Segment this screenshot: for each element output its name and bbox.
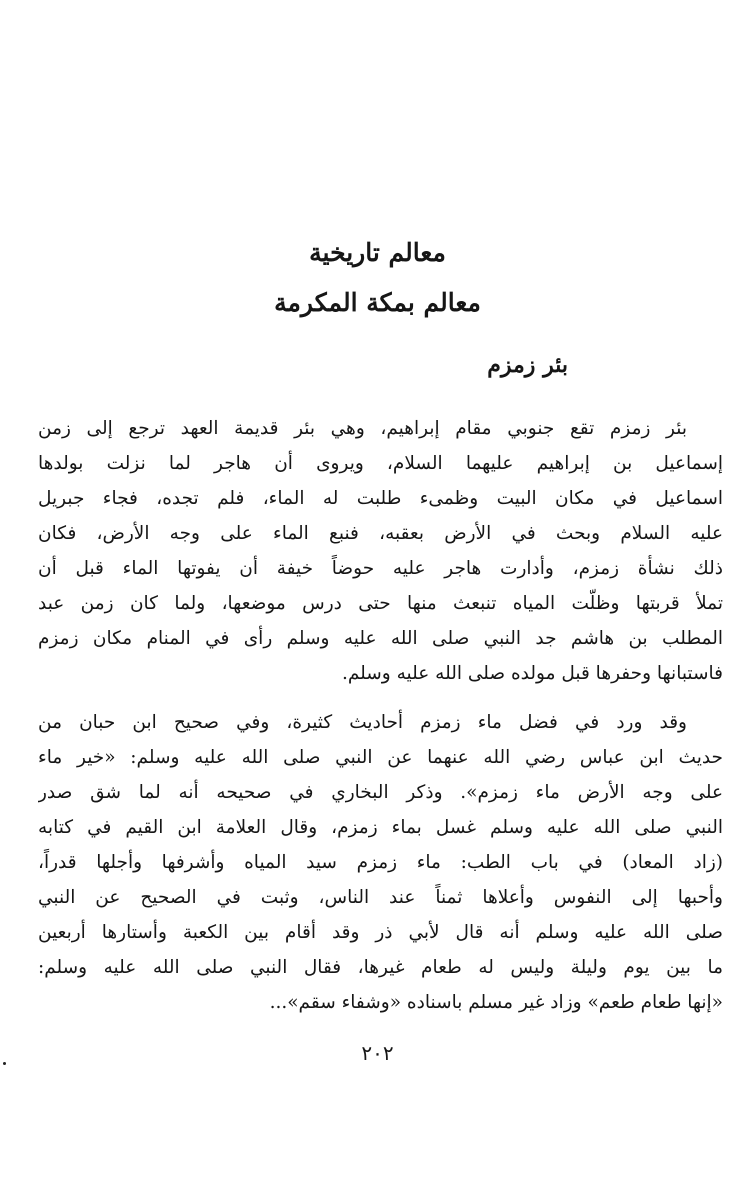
text-line: إسماعيل بن إبراهيم عليهما السلام، ويروى أن هاجر لما نزلت بولدها — [38, 453, 723, 474]
paragraph-2 — [38, 705, 723, 1020]
text-line: ذلك نشأة زمزم، وأدارت هاجر عليه حوضاً خيفة أن يفوتها الماء قبل أن — [38, 558, 723, 579]
text-line: وقد ورد في فضل ماء زمزم أحاديث كثيرة، وفي صحيح ابن حبان من — [38, 712, 687, 733]
text-line: ما بين يوم وليلة وليس له طعام غيرها، فقال النبي صلى الله عليه وسلم: — [38, 957, 723, 978]
text-line: على وجه الأرض ماء زمزم». وذكر البخاري في صحيحه أنه لما شق صدر — [38, 782, 723, 803]
text-line: صلى الله عليه وسلم أنه قال لأبي ذر وقد أقام بين الكعبة وأستارها أربعين — [38, 922, 723, 943]
text-line: فاستبانها وحفرها قبل مولده صلى الله عليه وسلم. — [341, 663, 723, 684]
text-line: تملأ قربتها وظلّت المياه تنبعث منها حتى درس موضعها، ولما كان زمن عبد — [38, 593, 723, 614]
page-number: ٢٠٢ — [361, 1041, 394, 1065]
text-line: بئر زمزم تقع جنوبي مقام إبراهيم، وهي بئر قديمة العهد ترجع إلى زمن — [38, 418, 687, 439]
margin-speck — [3, 1062, 6, 1065]
text-line: وأحبها إلى النفوس وأعلاها ثمناً عند الناس، وثبت في الصحيح عن النبي — [38, 887, 723, 908]
section-heading: بئر زمزم — [487, 352, 568, 378]
title-block — [0, 228, 755, 328]
text-line: عليه السلام وبحث في الأرض بعقبه، فنبع الماء على وجه الأرض، فكان — [38, 523, 723, 544]
text-line: النبي صلى الله عليه وسلم غسل بماء زمزم، وقال العلامة ابن القيم في كتابه — [38, 817, 723, 838]
text-line: (زاد المعاد) في باب الطب: ماء زمزم سيد المياه وأشرفها وأجلها قدراً، — [38, 852, 723, 873]
text-line: «إنها طعام طعم» وزاد غير مسلم باسناده «وشفاء سقم»... — [269, 992, 723, 1013]
page-subtitle: معالم بمكة المكرمة — [274, 288, 481, 317]
text-line: المطلب بن هاشم جد النبي صلى الله عليه وسلم رأى في المنام مكان زمزم — [38, 628, 723, 649]
text-line: اسماعيل في مكان البيت وظمىء طلبت له الماء، فلم تجده، فجاء جبريل — [38, 488, 723, 509]
page-title: معالم تاريخية — [309, 238, 446, 267]
text-line: حديث ابن عباس رضي الله عنهما عن النبي صلى الله عليه وسلم: «خير ماء — [38, 747, 723, 768]
paragraph-1 — [38, 411, 723, 691]
